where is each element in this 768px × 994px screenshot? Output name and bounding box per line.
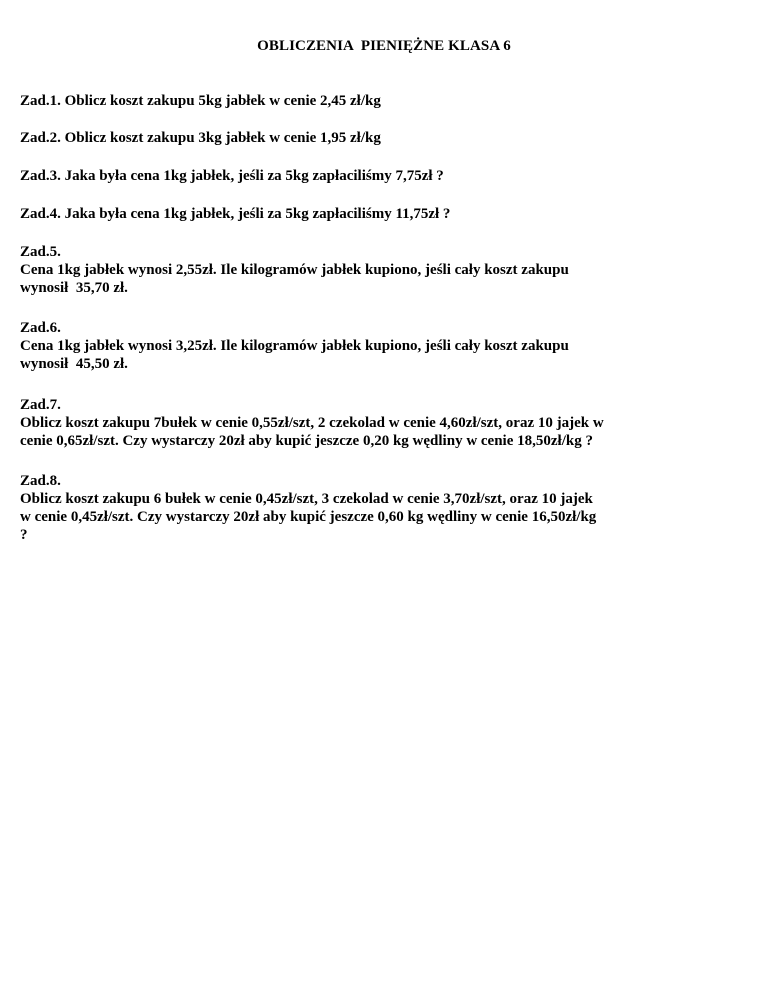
task-heading: Zad.7. <box>20 397 61 413</box>
task-line: cenie 0,65zł/szt. Czy wystarczy 20zł aby kupić jeszcze 0,20 kg wędliny w cenie 18,50zł/kg ? <box>20 433 593 449</box>
task-heading: Zad.8. <box>20 473 61 489</box>
document-title: OBLICZENIA PIENIĘŻNE KLASA 6 <box>257 38 511 54</box>
task-line: ? <box>20 527 28 543</box>
task-2 <box>20 129 748 147</box>
task-8 <box>20 472 748 544</box>
task-line: Zad.2. Oblicz koszt zakupu 3kg jabłek w cenie 1,95 zł/kg <box>20 130 381 146</box>
task-7 <box>20 396 748 450</box>
task-line: Zad.3. Jaka była cena 1kg jabłek, jeśli za 5kg zapłaciliśmy 7,75zł ? <box>20 168 444 184</box>
task-5 <box>20 243 748 297</box>
task-line: Oblicz koszt zakupu 7bułek w cenie 0,55zł/szt, 2 czekolad w cenie 4,60zł/szt, oraz 10 jajek w <box>20 415 604 431</box>
task-line: Cena 1kg jabłek wynosi 3,25zł. Ile kilogramów jabłek kupiono, jeśli cały koszt zakupu <box>20 338 569 354</box>
task-1 <box>20 92 748 110</box>
task-line: Zad.4. Jaka była cena 1kg jabłek, jeśli za 5kg zapłaciliśmy 11,75zł ? <box>20 206 451 222</box>
task-line: Cena 1kg jabłek wynosi 2,55zł. Ile kilogramów jabłek kupiono, jeśli cały koszt zakupu <box>20 262 569 278</box>
task-heading: Zad.5. <box>20 244 61 260</box>
task-line: w cenie 0,45zł/szt. Czy wystarczy 20zł aby kupić jeszcze 0,60 kg wędliny w cenie 16,50zł/kg <box>20 509 597 525</box>
task-4 <box>20 205 748 223</box>
task-3 <box>20 167 748 185</box>
task-line: Oblicz koszt zakupu 6 bułek w cenie 0,45zł/szt, 3 czekolad w cenie 3,70zł/szt, oraz 10 jajek <box>20 491 593 507</box>
task-heading: Zad.6. <box>20 320 61 336</box>
task-line: Zad.1. Oblicz koszt zakupu 5kg jabłek w cenie 2,45 zł/kg <box>20 93 381 109</box>
task-line: wynosił 45,50 zł. <box>20 356 128 372</box>
task-line: wynosił 35,70 zł. <box>20 280 128 296</box>
task-6 <box>20 319 748 373</box>
